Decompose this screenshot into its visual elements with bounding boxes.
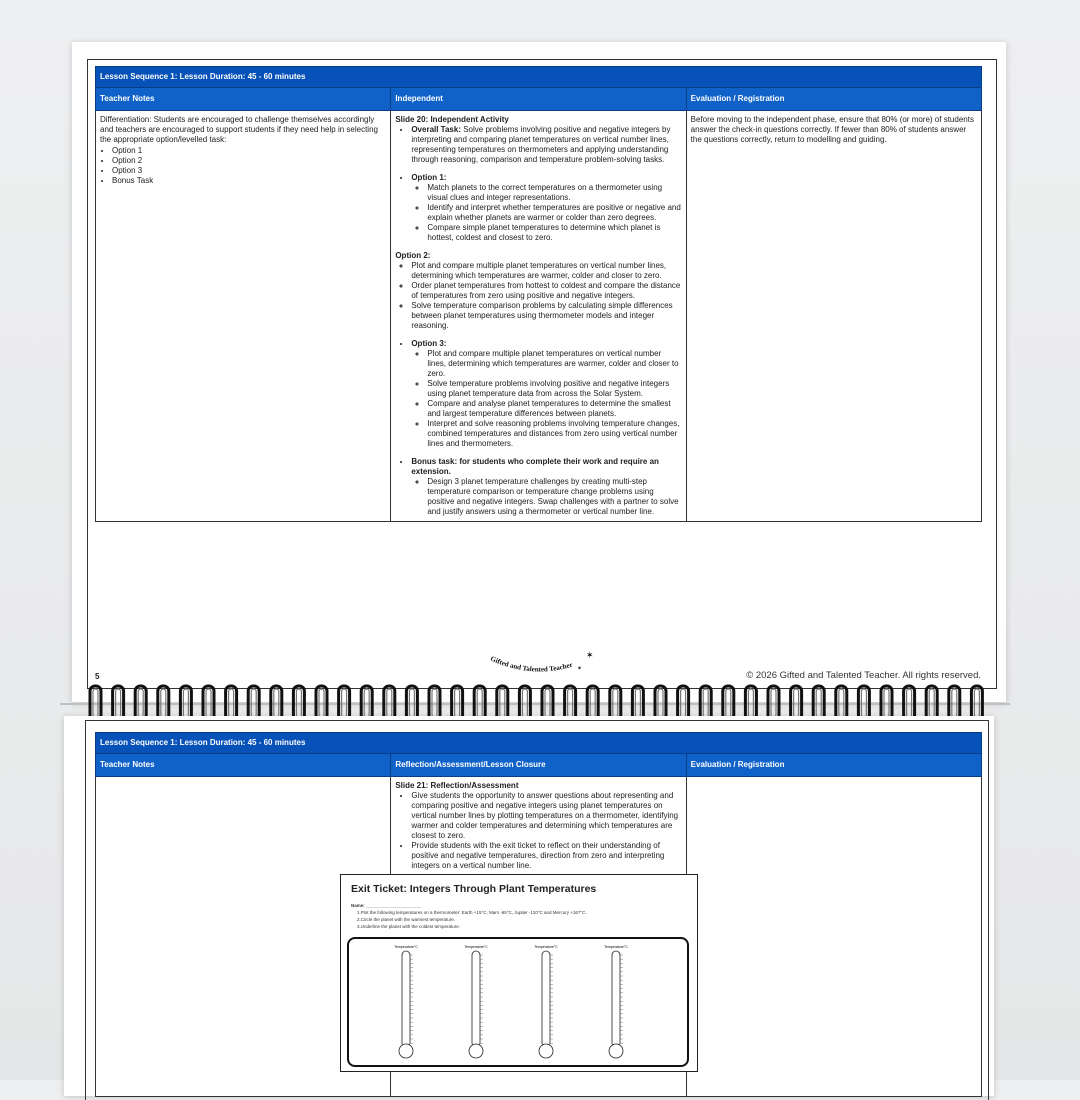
- spiral-ring: [542, 686, 553, 720]
- spiral-ring: [926, 686, 937, 720]
- spiral-ring: [813, 686, 824, 720]
- option3-label: Option 3:: [411, 339, 447, 348]
- spiral-ring: [904, 686, 915, 720]
- spiral-ring: [723, 686, 734, 720]
- spiral-ring: [881, 686, 892, 720]
- spiral-ring: [610, 686, 621, 720]
- spiral-ring: [429, 686, 440, 720]
- option-item: • Option 1: [112, 146, 386, 156]
- thermometer-icon: [391, 943, 421, 1061]
- spiral-ring: [565, 686, 576, 720]
- thermometer-box: [347, 937, 689, 1067]
- lesson-page-bottom: [64, 716, 994, 1096]
- option3-section: [395, 339, 681, 449]
- gifted-talented-logo: [482, 650, 602, 684]
- overall-task-list: [395, 125, 681, 165]
- lesson-title-bar: Lesson Sequence 1: Lesson Duration: 45 - 60 minutes: [96, 733, 982, 754]
- option2-item: ◦ Solve temperature comparison problems by calculating simple differences between planet temperatures using thermometer models and integer reasoning.: [411, 301, 681, 331]
- spiral-ring: [632, 686, 643, 720]
- logo-text: Gifted and Talented Teacher: [489, 654, 574, 674]
- copyright-text: © 2026 Gifted and Talented Teacher. All rights reserved.: [746, 670, 981, 681]
- reflection-item: • Give students the opportunity to answer questions about representing and comparing positive and negative integers using planet temperatures on vertical number lines by plotting temperatures on a thermometer, identifying warmer and colder temperatures and determining which temperatures are closest to zero.: [411, 791, 681, 841]
- name-line: Name: ______________________: [351, 903, 422, 908]
- spiral-ring: [384, 686, 395, 720]
- thermometer-label: Temperature°C: [534, 945, 558, 949]
- spiral-ring: [271, 686, 282, 720]
- spiral-ring: [519, 686, 530, 720]
- question-1: 1.Plot the following temperatures on a thermometer: Earth +15°C, Mars -65°C, Jupiter -110°C and Mercury +167°C.: [357, 910, 587, 915]
- spiral-ring: [452, 686, 463, 720]
- spiral-ring: [316, 686, 327, 720]
- thermometer-bulb: [609, 1044, 623, 1058]
- spiral-ring: [113, 686, 124, 720]
- option2-list: [395, 261, 681, 331]
- evaluation-cell: [686, 777, 981, 1097]
- spiral-ring: [791, 686, 802, 720]
- option1-heading: [411, 173, 681, 243]
- teacher-notes-cell: [96, 111, 391, 522]
- thermometer-label: Temperature°C: [464, 945, 488, 949]
- thermometer-icon: [531, 943, 561, 1061]
- reflection-item: • Provide students with the exit ticket to reflect on their understanding of positive and negative temperatures, direction from zero and interpreting integers on a vertical number line.: [411, 841, 681, 871]
- bonus-section: [395, 457, 681, 517]
- thermometer-tube: [542, 951, 550, 1047]
- reflection-list: [395, 791, 681, 871]
- option1-section: [395, 173, 681, 243]
- option3-item: ◦ Interpret and solve reasoning problems involving temperature changes, combined temperatures and distances from zero using vertical number lines and thermometers.: [427, 419, 681, 449]
- option1-item: ◦ Match planets to the correct temperatures on a thermometer using visual clues and integer representations.: [427, 183, 681, 203]
- evaluation-cell: Before moving to the independent phase, ensure that 80% (or more) of students answer the check-in questions correctly. If fewer than 80% of students answer the questions correctly, return to modelling and guiding.: [686, 111, 981, 522]
- bonus-heading: [411, 457, 681, 517]
- option3-item: ◦ Plot and compare multiple planet temperatures on vertical number lines, determining which temperatures are warmer, colder and closer to zero.: [427, 349, 681, 379]
- spiral-ring: [678, 686, 689, 720]
- slide-title: Slide 20: Independent Activity: [395, 115, 509, 124]
- spiral-ring: [836, 686, 847, 720]
- bonus-label: Bonus task: for students who complete their work and require an extension.: [411, 457, 659, 476]
- spiral-ring: [700, 686, 711, 720]
- thermometer-bulb: [399, 1044, 413, 1058]
- independent-cell: [391, 111, 686, 522]
- slide-title: Slide 21: Reflection/Assessment: [395, 781, 519, 790]
- header-independent: Independent: [391, 88, 686, 111]
- option1-item: ◦ Compare simple planet temperatures to determine which planet is hottest, coldest and closest to zero.: [427, 223, 681, 243]
- spiral-ring: [768, 686, 779, 720]
- spiral-ring: [858, 686, 869, 720]
- spiral-ring: [203, 686, 214, 720]
- star-icon: ✶: [586, 650, 594, 660]
- spiral-ring: [248, 686, 259, 720]
- spiral-ring: [90, 686, 101, 720]
- option2-item: ◦ Plot and compare multiple planet temperatures on vertical number lines, determining which temperatures are warmer, colder and closer to zero.: [411, 261, 681, 281]
- thermometer-icon: [601, 943, 631, 1061]
- header-reflection: Reflection/Assessment/Lesson Closure: [391, 754, 686, 777]
- spiral-ring: [497, 686, 508, 720]
- option3-item: ◦ Compare and analyse planet temperatures to determine the smallest and largest temperature differences between planets.: [427, 399, 681, 419]
- thermometer-icon: [461, 943, 491, 1061]
- thermometer-label: Temperature°C: [394, 945, 418, 949]
- option-list: [100, 146, 386, 186]
- option2-item: ◦ Order planet temperatures from hottest to coldest and compare the distance of temperatures from zero using positive and negative integers.: [411, 281, 681, 301]
- option1-item: ◦ Identify and interpret whether temperatures are positive or negative and explain whether planets are warmer or colder than zero degrees.: [427, 203, 681, 223]
- thermometer-tube: [612, 951, 620, 1047]
- overall-task-label: Overall Task:: [411, 125, 461, 134]
- spiral-ring: [135, 686, 146, 720]
- star-icon: ✶: [577, 666, 583, 672]
- option1-label: Option 1:: [411, 173, 447, 182]
- thermometer-bulb: [539, 1044, 553, 1058]
- lesson-page-top: [72, 42, 1006, 702]
- overall-task: [411, 125, 681, 165]
- bonus-item: ◦ Design 3 planet temperature challenges by creating multi-step temperature comparison or temperature change problems using positive and negative integers. Swap challenges with a partner to solve and justify answers using a thermometer or vertical number line.: [427, 477, 681, 517]
- spiral-ring: [474, 686, 485, 720]
- spiral-ring: [293, 686, 304, 720]
- spiral-ring: [339, 686, 350, 720]
- header-teacher-notes: Teacher Notes: [96, 754, 391, 777]
- exit-ticket-image: [340, 874, 698, 1072]
- spiral-ring: [587, 686, 598, 720]
- spiral-ring: [655, 686, 666, 720]
- option-item: • Bonus Task: [112, 176, 386, 186]
- exit-ticket-title: Exit Ticket: Integers Through Plant Temperatures: [351, 883, 597, 895]
- header-evaluation: Evaluation / Registration: [686, 754, 981, 777]
- spiral-ring: [949, 686, 960, 720]
- lesson-title-bar: Lesson Sequence 1: Lesson Duration: 45 - 60 minutes: [96, 67, 982, 88]
- differentiation-text: Differentiation: Students are encouraged to challenge themselves accordingly and teachers are encouraged to support students if they need help in selecting the appropriate option/levelled task:: [100, 115, 378, 144]
- spiral-ring: [158, 686, 169, 720]
- question-3: 3.Underline the planet with the coldest temperature.: [357, 924, 461, 929]
- thermometer-tube: [402, 951, 410, 1047]
- option-item: • Option 3: [112, 166, 386, 176]
- option2-label: Option 2:: [395, 251, 431, 260]
- page-number: 5: [95, 672, 100, 681]
- option3-heading: [411, 339, 681, 449]
- thermometer-label: Temperature°C: [604, 945, 628, 949]
- spiral-ring: [971, 686, 982, 720]
- header-teacher-notes: Teacher Notes: [96, 88, 391, 111]
- question-2: 2.Circle the planet with the warmest temperature.: [357, 917, 456, 922]
- overall-task-text: Solve problems involving positive and negative integers by interpreting and comparing planet temperatures on vertical number lines, representing temperatures on thermometers and applying understanding through reasoning, comparison and temperature problem-solving tasks.: [411, 125, 671, 164]
- spiral-ring: [361, 686, 372, 720]
- lesson-table: [95, 66, 982, 522]
- thermometer-tube: [472, 951, 480, 1047]
- spiral-ring: [745, 686, 756, 720]
- option-item: • Option 2: [112, 156, 386, 166]
- spiral-ring: [180, 686, 191, 720]
- header-evaluation: Evaluation / Registration: [686, 88, 981, 111]
- svg-text:Gifted and Talented Teacher: [489, 655, 573, 674]
- spiral-ring: [406, 686, 417, 720]
- spiral-ring: [226, 686, 237, 720]
- thermometer-bulb: [469, 1044, 483, 1058]
- option3-item: ◦ Solve temperature problems involving positive and negative integers using planet temperature data from across the Solar System.: [427, 379, 681, 399]
